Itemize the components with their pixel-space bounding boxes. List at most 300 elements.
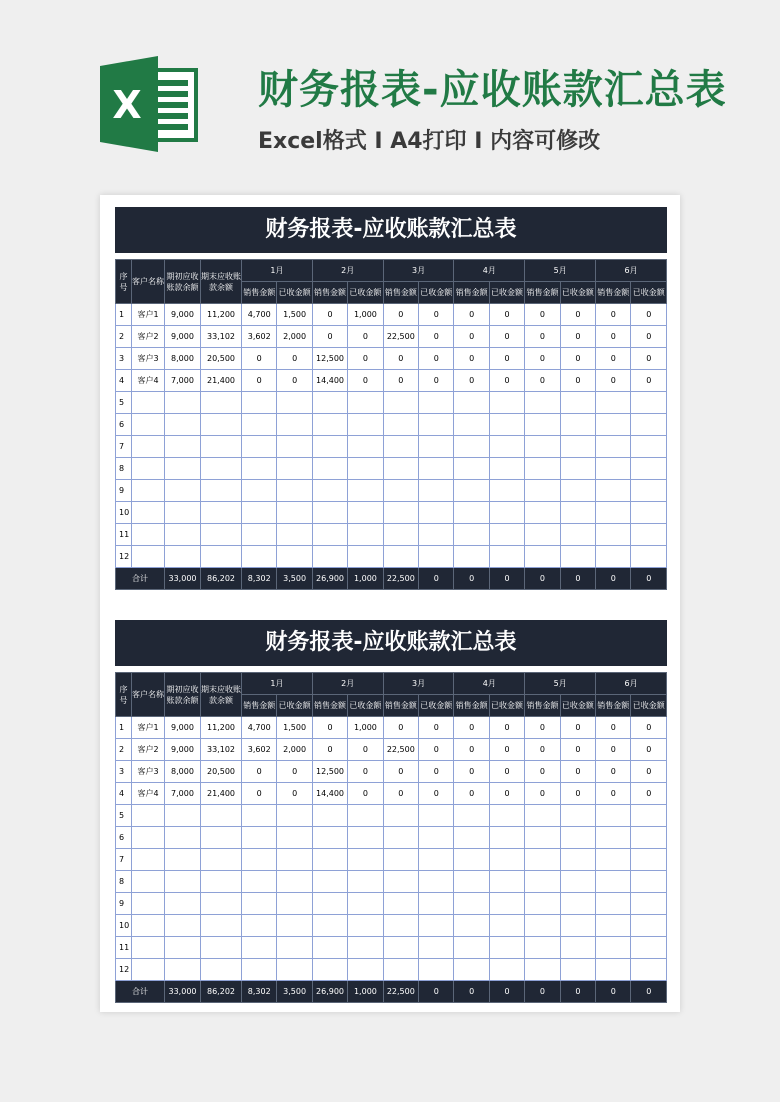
cell-closing[interactable] xyxy=(201,915,242,937)
cell-amount[interactable]: 0 xyxy=(454,370,489,392)
cell-amount[interactable]: 0 xyxy=(560,326,595,348)
cell-customer[interactable] xyxy=(132,959,165,981)
cell-amount[interactable]: 0 xyxy=(454,326,489,348)
cell-opening[interactable] xyxy=(165,502,201,524)
cell-amount[interactable] xyxy=(631,546,667,568)
cell-amount[interactable] xyxy=(489,502,524,524)
cell-amount[interactable] xyxy=(596,392,631,414)
cell-amount[interactable] xyxy=(631,915,667,937)
cell-amount[interactable] xyxy=(312,805,347,827)
cell-amount[interactable] xyxy=(348,827,383,849)
cell-seq[interactable]: 9 xyxy=(116,893,132,915)
cell-amount[interactable] xyxy=(525,915,560,937)
cell-seq[interactable]: 3 xyxy=(116,761,132,783)
cell-seq[interactable]: 6 xyxy=(116,827,132,849)
cell-seq[interactable]: 7 xyxy=(116,436,132,458)
cell-amount[interactable] xyxy=(419,524,454,546)
cell-amount[interactable] xyxy=(383,849,418,871)
cell-closing[interactable] xyxy=(201,937,242,959)
cell-closing[interactable] xyxy=(201,502,242,524)
cell-amount[interactable] xyxy=(560,849,595,871)
cell-opening[interactable]: 7,000 xyxy=(165,783,201,805)
cell-amount[interactable] xyxy=(560,915,595,937)
cell-amount[interactable]: 0 xyxy=(383,761,418,783)
cell-amount[interactable]: 0 xyxy=(560,717,595,739)
cell-amount[interactable] xyxy=(383,871,418,893)
cell-amount[interactable] xyxy=(454,915,489,937)
cell-amount[interactable] xyxy=(419,458,454,480)
cell-customer[interactable] xyxy=(132,458,165,480)
cell-opening[interactable] xyxy=(165,849,201,871)
cell-amount[interactable] xyxy=(525,436,560,458)
cell-opening[interactable] xyxy=(165,827,201,849)
cell-amount[interactable] xyxy=(242,392,277,414)
cell-amount[interactable] xyxy=(560,480,595,502)
cell-amount[interactable]: 0 xyxy=(454,761,489,783)
cell-amount[interactable] xyxy=(277,436,312,458)
cell-amount[interactable] xyxy=(489,871,524,893)
cell-amount[interactable] xyxy=(348,893,383,915)
cell-amount[interactable] xyxy=(348,524,383,546)
cell-amount[interactable] xyxy=(383,959,418,981)
cell-seq[interactable]: 5 xyxy=(116,805,132,827)
cell-amount[interactable]: 0 xyxy=(419,717,454,739)
cell-customer[interactable] xyxy=(132,827,165,849)
cell-customer[interactable] xyxy=(132,502,165,524)
cell-amount[interactable]: 0 xyxy=(419,783,454,805)
cell-opening[interactable]: 8,000 xyxy=(165,761,201,783)
cell-amount[interactable] xyxy=(277,805,312,827)
cell-amount[interactable]: 0 xyxy=(596,717,631,739)
cell-amount[interactable] xyxy=(383,893,418,915)
cell-amount[interactable] xyxy=(525,893,560,915)
cell-amount[interactable]: 0 xyxy=(525,739,560,761)
cell-closing[interactable] xyxy=(201,871,242,893)
cell-amount[interactable]: 0 xyxy=(631,304,667,326)
cell-customer[interactable] xyxy=(132,915,165,937)
cell-amount[interactable] xyxy=(419,546,454,568)
cell-amount[interactable] xyxy=(631,524,667,546)
cell-amount[interactable] xyxy=(277,458,312,480)
cell-amount[interactable] xyxy=(242,893,277,915)
cell-amount[interactable] xyxy=(454,827,489,849)
cell-amount[interactable]: 0 xyxy=(348,783,383,805)
cell-closing[interactable] xyxy=(201,392,242,414)
cell-amount[interactable]: 0 xyxy=(277,761,312,783)
cell-amount[interactable] xyxy=(242,458,277,480)
cell-amount[interactable]: 0 xyxy=(596,783,631,805)
cell-customer[interactable] xyxy=(132,805,165,827)
cell-amount[interactable] xyxy=(489,524,524,546)
cell-seq[interactable]: 10 xyxy=(116,915,132,937)
cell-amount[interactable] xyxy=(312,436,347,458)
cell-amount[interactable] xyxy=(454,392,489,414)
cell-amount[interactable]: 0 xyxy=(454,739,489,761)
cell-amount[interactable] xyxy=(242,805,277,827)
cell-amount[interactable] xyxy=(383,937,418,959)
cell-amount[interactable]: 0 xyxy=(419,739,454,761)
cell-amount[interactable] xyxy=(419,893,454,915)
cell-amount[interactable] xyxy=(242,849,277,871)
cell-amount[interactable]: 1,000 xyxy=(348,717,383,739)
cell-amount[interactable] xyxy=(419,915,454,937)
cell-amount[interactable]: 12,500 xyxy=(312,761,347,783)
cell-amount[interactable] xyxy=(383,502,418,524)
cell-amount[interactable]: 0 xyxy=(312,717,347,739)
cell-opening[interactable] xyxy=(165,805,201,827)
cell-amount[interactable] xyxy=(631,849,667,871)
cell-amount[interactable] xyxy=(348,458,383,480)
cell-closing[interactable] xyxy=(201,458,242,480)
cell-amount[interactable] xyxy=(348,937,383,959)
cell-amount[interactable]: 0 xyxy=(419,326,454,348)
cell-amount[interactable] xyxy=(419,805,454,827)
cell-amount[interactable] xyxy=(489,392,524,414)
cell-seq[interactable]: 12 xyxy=(116,959,132,981)
cell-amount[interactable]: 0 xyxy=(525,304,560,326)
cell-amount[interactable]: 0 xyxy=(419,348,454,370)
cell-amount[interactable] xyxy=(596,480,631,502)
cell-amount[interactable]: 0 xyxy=(242,783,277,805)
cell-amount[interactable] xyxy=(560,392,595,414)
cell-amount[interactable]: 0 xyxy=(348,739,383,761)
cell-amount[interactable] xyxy=(383,414,418,436)
cell-amount[interactable] xyxy=(525,524,560,546)
cell-amount[interactable] xyxy=(277,414,312,436)
cell-closing[interactable]: 11,200 xyxy=(201,717,242,739)
cell-amount[interactable] xyxy=(596,915,631,937)
cell-amount[interactable] xyxy=(631,502,667,524)
cell-amount[interactable]: 0 xyxy=(489,783,524,805)
cell-amount[interactable] xyxy=(489,805,524,827)
cell-amount[interactable]: 0 xyxy=(454,717,489,739)
cell-amount[interactable] xyxy=(383,546,418,568)
cell-amount[interactable]: 4,700 xyxy=(242,304,277,326)
cell-amount[interactable]: 0 xyxy=(525,783,560,805)
cell-amount[interactable]: 0 xyxy=(312,326,347,348)
cell-amount[interactable] xyxy=(454,893,489,915)
cell-amount[interactable] xyxy=(277,524,312,546)
cell-customer[interactable] xyxy=(132,849,165,871)
cell-amount[interactable]: 0 xyxy=(489,304,524,326)
cell-amount[interactable] xyxy=(277,849,312,871)
cell-amount[interactable] xyxy=(312,502,347,524)
cell-customer[interactable]: 客户1 xyxy=(132,304,165,326)
cell-amount[interactable]: 0 xyxy=(277,370,312,392)
cell-closing[interactable] xyxy=(201,414,242,436)
cell-amount[interactable] xyxy=(348,871,383,893)
cell-opening[interactable] xyxy=(165,546,201,568)
cell-amount[interactable] xyxy=(348,414,383,436)
cell-amount[interactable] xyxy=(348,805,383,827)
cell-amount[interactable]: 0 xyxy=(525,370,560,392)
cell-amount[interactable]: 0 xyxy=(312,304,347,326)
cell-amount[interactable] xyxy=(631,937,667,959)
cell-seq[interactable]: 4 xyxy=(116,783,132,805)
cell-amount[interactable] xyxy=(631,959,667,981)
cell-customer[interactable]: 客户3 xyxy=(132,348,165,370)
cell-amount[interactable]: 0 xyxy=(348,370,383,392)
cell-amount[interactable]: 14,400 xyxy=(312,370,347,392)
cell-amount[interactable] xyxy=(560,893,595,915)
cell-amount[interactable] xyxy=(631,893,667,915)
cell-amount[interactable] xyxy=(560,871,595,893)
cell-amount[interactable] xyxy=(277,502,312,524)
cell-closing[interactable] xyxy=(201,480,242,502)
cell-closing[interactable] xyxy=(201,849,242,871)
cell-opening[interactable]: 9,000 xyxy=(165,304,201,326)
cell-amount[interactable]: 0 xyxy=(489,717,524,739)
cell-amount[interactable] xyxy=(525,827,560,849)
cell-amount[interactable] xyxy=(454,524,489,546)
cell-amount[interactable] xyxy=(419,937,454,959)
cell-amount[interactable] xyxy=(242,436,277,458)
cell-customer[interactable] xyxy=(132,414,165,436)
cell-amount[interactable] xyxy=(383,827,418,849)
cell-amount[interactable] xyxy=(277,480,312,502)
cell-amount[interactable] xyxy=(454,414,489,436)
cell-amount[interactable]: 0 xyxy=(596,370,631,392)
cell-closing[interactable]: 33,102 xyxy=(201,326,242,348)
cell-amount[interactable]: 0 xyxy=(383,370,418,392)
cell-amount[interactable]: 0 xyxy=(631,739,667,761)
cell-opening[interactable]: 9,000 xyxy=(165,739,201,761)
cell-amount[interactable] xyxy=(560,436,595,458)
cell-amount[interactable] xyxy=(596,524,631,546)
cell-closing[interactable] xyxy=(201,546,242,568)
cell-amount[interactable] xyxy=(312,524,347,546)
cell-amount[interactable]: 2,000 xyxy=(277,326,312,348)
cell-amount[interactable] xyxy=(560,458,595,480)
cell-amount[interactable] xyxy=(454,937,489,959)
cell-amount[interactable]: 0 xyxy=(560,739,595,761)
cell-amount[interactable]: 0 xyxy=(242,370,277,392)
cell-amount[interactable] xyxy=(454,849,489,871)
cell-amount[interactable] xyxy=(489,893,524,915)
cell-amount[interactable] xyxy=(454,959,489,981)
cell-customer[interactable]: 客户2 xyxy=(132,326,165,348)
cell-opening[interactable] xyxy=(165,871,201,893)
cell-amount[interactable] xyxy=(277,937,312,959)
cell-amount[interactable]: 0 xyxy=(631,326,667,348)
cell-amount[interactable] xyxy=(348,480,383,502)
cell-amount[interactable] xyxy=(454,502,489,524)
cell-amount[interactable] xyxy=(312,871,347,893)
cell-amount[interactable]: 0 xyxy=(383,783,418,805)
cell-amount[interactable]: 0 xyxy=(348,761,383,783)
cell-amount[interactable] xyxy=(596,502,631,524)
cell-amount[interactable] xyxy=(312,937,347,959)
cell-amount[interactable]: 0 xyxy=(596,761,631,783)
cell-amount[interactable] xyxy=(631,871,667,893)
cell-opening[interactable]: 7,000 xyxy=(165,370,201,392)
cell-amount[interactable] xyxy=(242,937,277,959)
cell-amount[interactable] xyxy=(596,871,631,893)
cell-amount[interactable]: 1,500 xyxy=(277,717,312,739)
cell-customer[interactable] xyxy=(132,524,165,546)
cell-amount[interactable] xyxy=(242,959,277,981)
cell-amount[interactable]: 0 xyxy=(560,370,595,392)
cell-amount[interactable] xyxy=(277,893,312,915)
cell-seq[interactable]: 2 xyxy=(116,739,132,761)
cell-amount[interactable] xyxy=(560,937,595,959)
cell-amount[interactable] xyxy=(525,414,560,436)
cell-amount[interactable] xyxy=(454,458,489,480)
cell-amount[interactable] xyxy=(560,502,595,524)
cell-amount[interactable] xyxy=(489,937,524,959)
cell-seq[interactable]: 12 xyxy=(116,546,132,568)
cell-amount[interactable] xyxy=(312,480,347,502)
cell-amount[interactable] xyxy=(419,849,454,871)
cell-amount[interactable]: 0 xyxy=(242,348,277,370)
cell-seq[interactable]: 1 xyxy=(116,304,132,326)
cell-amount[interactable] xyxy=(348,436,383,458)
cell-closing[interactable]: 20,500 xyxy=(201,761,242,783)
cell-seq[interactable]: 10 xyxy=(116,502,132,524)
cell-amount[interactable] xyxy=(242,480,277,502)
cell-amount[interactable] xyxy=(312,959,347,981)
cell-closing[interactable]: 20,500 xyxy=(201,348,242,370)
cell-amount[interactable]: 22,500 xyxy=(383,739,418,761)
cell-amount[interactable] xyxy=(277,392,312,414)
cell-amount[interactable]: 0 xyxy=(348,326,383,348)
cell-amount[interactable]: 0 xyxy=(560,761,595,783)
cell-amount[interactable]: 0 xyxy=(312,739,347,761)
cell-amount[interactable]: 2,000 xyxy=(277,739,312,761)
cell-amount[interactable] xyxy=(312,915,347,937)
cell-amount[interactable] xyxy=(312,458,347,480)
cell-amount[interactable]: 0 xyxy=(596,326,631,348)
cell-amount[interactable]: 0 xyxy=(596,348,631,370)
cell-opening[interactable]: 8,000 xyxy=(165,348,201,370)
cell-amount[interactable] xyxy=(277,827,312,849)
cell-amount[interactable] xyxy=(596,959,631,981)
cell-amount[interactable]: 22,500 xyxy=(383,326,418,348)
cell-amount[interactable] xyxy=(596,827,631,849)
cell-amount[interactable] xyxy=(596,937,631,959)
cell-amount[interactable] xyxy=(383,392,418,414)
cell-amount[interactable] xyxy=(312,414,347,436)
cell-amount[interactable] xyxy=(489,915,524,937)
cell-amount[interactable] xyxy=(489,458,524,480)
cell-seq[interactable]: 7 xyxy=(116,849,132,871)
cell-amount[interactable] xyxy=(348,849,383,871)
cell-amount[interactable] xyxy=(277,546,312,568)
cell-amount[interactable] xyxy=(525,546,560,568)
cell-amount[interactable]: 0 xyxy=(560,783,595,805)
cell-amount[interactable] xyxy=(631,392,667,414)
cell-amount[interactable] xyxy=(560,827,595,849)
cell-customer[interactable] xyxy=(132,480,165,502)
cell-amount[interactable]: 0 xyxy=(525,348,560,370)
cell-amount[interactable] xyxy=(596,458,631,480)
cell-amount[interactable]: 0 xyxy=(631,370,667,392)
cell-amount[interactable]: 0 xyxy=(560,348,595,370)
cell-amount[interactable] xyxy=(419,480,454,502)
cell-closing[interactable]: 21,400 xyxy=(201,370,242,392)
cell-closing[interactable]: 11,200 xyxy=(201,304,242,326)
cell-opening[interactable] xyxy=(165,893,201,915)
cell-amount[interactable] xyxy=(454,546,489,568)
cell-amount[interactable] xyxy=(242,915,277,937)
cell-amount[interactable] xyxy=(454,805,489,827)
cell-amount[interactable] xyxy=(525,937,560,959)
cell-amount[interactable] xyxy=(489,480,524,502)
cell-amount[interactable] xyxy=(454,480,489,502)
cell-seq[interactable]: 9 xyxy=(116,480,132,502)
cell-closing[interactable]: 21,400 xyxy=(201,783,242,805)
cell-customer[interactable] xyxy=(132,871,165,893)
cell-amount[interactable]: 0 xyxy=(631,783,667,805)
cell-amount[interactable] xyxy=(419,502,454,524)
cell-amount[interactable]: 0 xyxy=(348,348,383,370)
cell-amount[interactable] xyxy=(419,827,454,849)
cell-amount[interactable] xyxy=(419,392,454,414)
cell-amount[interactable] xyxy=(242,546,277,568)
cell-seq[interactable]: 11 xyxy=(116,937,132,959)
cell-seq[interactable]: 8 xyxy=(116,871,132,893)
cell-amount[interactable] xyxy=(454,436,489,458)
cell-customer[interactable]: 客户4 xyxy=(132,370,165,392)
cell-amount[interactable] xyxy=(631,458,667,480)
cell-amount[interactable] xyxy=(631,827,667,849)
cell-amount[interactable]: 14,400 xyxy=(312,783,347,805)
cell-amount[interactable] xyxy=(312,392,347,414)
cell-opening[interactable]: 9,000 xyxy=(165,717,201,739)
cell-amount[interactable] xyxy=(242,827,277,849)
cell-amount[interactable] xyxy=(312,827,347,849)
cell-customer[interactable]: 客户1 xyxy=(132,717,165,739)
cell-seq[interactable]: 5 xyxy=(116,392,132,414)
cell-amount[interactable] xyxy=(419,436,454,458)
cell-amount[interactable] xyxy=(242,871,277,893)
cell-customer[interactable]: 客户3 xyxy=(132,761,165,783)
cell-amount[interactable]: 0 xyxy=(489,739,524,761)
cell-amount[interactable] xyxy=(525,458,560,480)
cell-amount[interactable]: 0 xyxy=(419,761,454,783)
cell-amount[interactable] xyxy=(489,436,524,458)
cell-amount[interactable] xyxy=(596,436,631,458)
cell-amount[interactable] xyxy=(348,959,383,981)
cell-amount[interactable] xyxy=(419,414,454,436)
cell-amount[interactable] xyxy=(525,805,560,827)
cell-amount[interactable] xyxy=(596,805,631,827)
cell-amount[interactable] xyxy=(489,414,524,436)
cell-amount[interactable] xyxy=(489,849,524,871)
cell-amount[interactable] xyxy=(525,849,560,871)
cell-closing[interactable] xyxy=(201,893,242,915)
cell-amount[interactable] xyxy=(631,805,667,827)
cell-customer[interactable]: 客户4 xyxy=(132,783,165,805)
cell-closing[interactable] xyxy=(201,827,242,849)
cell-amount[interactable]: 0 xyxy=(631,717,667,739)
cell-amount[interactable]: 3,602 xyxy=(242,326,277,348)
cell-amount[interactable]: 0 xyxy=(383,717,418,739)
cell-amount[interactable] xyxy=(348,502,383,524)
cell-seq[interactable]: 4 xyxy=(116,370,132,392)
cell-opening[interactable] xyxy=(165,937,201,959)
cell-amount[interactable] xyxy=(525,392,560,414)
cell-amount[interactable] xyxy=(242,502,277,524)
cell-closing[interactable] xyxy=(201,959,242,981)
cell-opening[interactable]: 9,000 xyxy=(165,326,201,348)
cell-opening[interactable] xyxy=(165,524,201,546)
cell-customer[interactable] xyxy=(132,392,165,414)
cell-amount[interactable]: 0 xyxy=(277,348,312,370)
cell-amount[interactable] xyxy=(560,414,595,436)
cell-amount[interactable] xyxy=(489,959,524,981)
cell-amount[interactable] xyxy=(419,871,454,893)
